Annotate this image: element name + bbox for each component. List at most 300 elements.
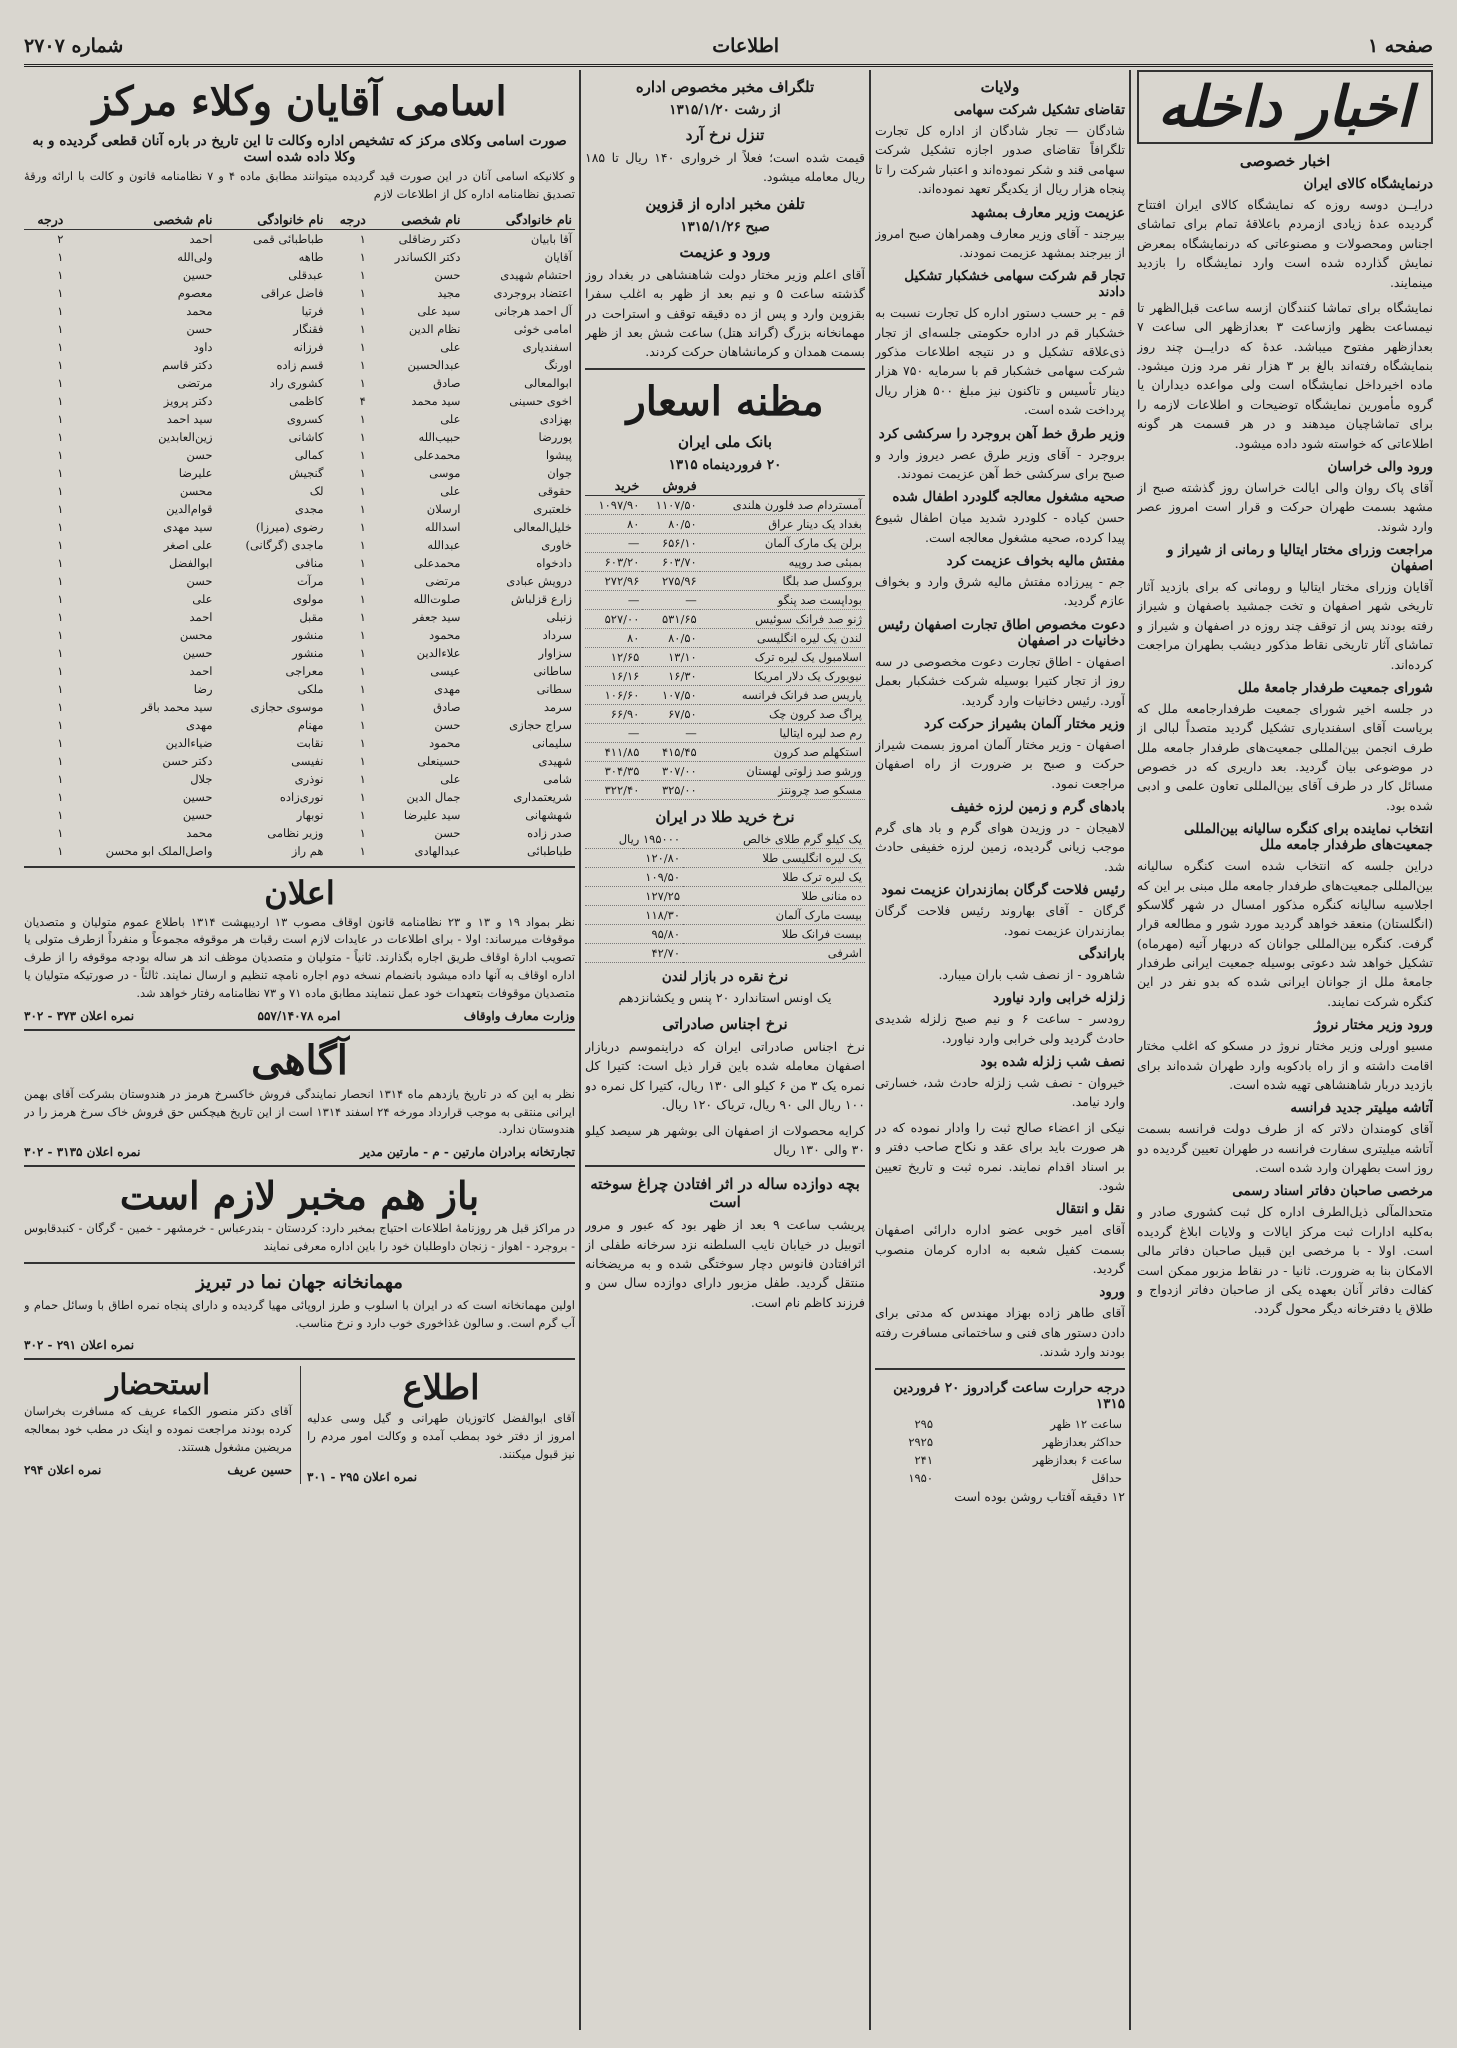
- table-cell: محمود: [429, 627, 461, 642]
- rate-sell: ۶۵۶/۱۰: [642, 533, 699, 552]
- table-cell: مرتضی: [177, 375, 213, 390]
- news-body: اصفهان - اطاق تجارت دعوت مخصوصی در سه روز از تجار کتیرا بوسیله شرکت خشکبار بعمل آورد. رئیس دخانیات وارد گردید.: [875, 653, 1125, 708]
- table-cell: ۱: [359, 483, 366, 498]
- reporter-body: در مراکز قبل هر روزنامهٔ اطلاعات احتیاج بمخبر دارد: کردستان - بندرعباس - خرمشهر - خمین - گرگان - کنبدقابوس - بروجرد - اهواز - زنجان داوطلبان خود را باین اداره معرفی نمایند: [24, 1221, 575, 1253]
- table-cell: سراج حجازی: [509, 717, 572, 732]
- temperature-row: [875, 1469, 1125, 1487]
- news-headline: عزیمت وزیر معارف بمشهد: [971, 204, 1125, 221]
- news-body: نیکی از اعضاء صالح ثبت را وادار نموده که در هر صورت باید برای عقد و نکاح صاحب دفتر و بر اسناد اقدام نمایند. نمره ثبت و تاریخ تعیین شود.: [875, 1119, 1125, 1193]
- istizhar-box: [24, 1366, 292, 1483]
- table-cell: شهیدی: [538, 753, 572, 768]
- news-headline: درنمایشگاه کالای ایران: [1303, 176, 1433, 192]
- news-list: [875, 102, 1125, 1362]
- table-cell: ۱: [359, 501, 366, 516]
- table-row: [24, 590, 575, 608]
- rate-row: [585, 514, 865, 533]
- rate-sell: ۵۳۱/۶۵: [642, 609, 699, 628]
- table-cell: طباطبائی قمی: [253, 231, 324, 246]
- table-cell: ۲: [57, 231, 64, 246]
- news-headline: صحیه مشغول معالجه گلودرد اطفال شده: [892, 489, 1125, 506]
- news-headline: نقل و انتقال: [1055, 1201, 1125, 1218]
- istizhar-footer: [24, 1463, 292, 1477]
- column-internal-news: [1137, 70, 1433, 1325]
- table-cell: ۱: [359, 789, 366, 804]
- agahi-body: نظر به این که در تاریخ یازدهم ماه ۱۳۱۴ انحصار نمایندگی فروش خاکسرخ هرمز در هندوستان بشرکت آقای بهمن ایرانی منتقی به موجب قرارداد مورخه ۲۴ اسفند ۱۳۱۴ است از این تاریخ هیچکس حق فروش خاک سرخ هرمز را در هندوستان ندارد.: [24, 1086, 575, 1137]
- news-body: اصفهان - وزیر مختار آلمان امروز بسمت شیراز حرکت و صبح بر ضرورت از راه اصفهان مراجعت نمود.: [875, 736, 1125, 791]
- table-cell: ۱: [57, 375, 64, 390]
- table-cell: علی: [192, 591, 213, 606]
- rate-buy: ۴۱۱/۸۵: [585, 742, 642, 761]
- table-cell: ۱: [359, 465, 366, 480]
- rate-sell: ۱۳/۱۰: [642, 647, 699, 666]
- table-cell: عبدالله: [427, 537, 461, 552]
- table-cell: آقایان: [544, 249, 572, 264]
- table-row: [24, 626, 575, 644]
- exchange-rates-table: [585, 476, 865, 800]
- table-row: [24, 572, 575, 590]
- table-cell: سلیمانی: [532, 735, 572, 750]
- rate-currency: پراگ صد کرون چک: [700, 704, 865, 723]
- gold-name: یک کیلو گرم طلای خالص: [683, 830, 865, 849]
- gold-title: نرخ خرید طلا در ایران: [655, 807, 795, 826]
- table-row: [24, 536, 575, 554]
- table-cell: ۱: [359, 663, 366, 678]
- table-cell: جوان: [547, 465, 572, 480]
- table-cell: پیشوا: [545, 447, 572, 462]
- names-header-cell: درجه: [24, 210, 66, 230]
- dateline: صبح ۱۳۱۵/۱/۲۶: [680, 218, 770, 235]
- table-cell: پوررضا: [538, 429, 572, 444]
- news-body: قم - بر حسب دستور اداره کل تجارت نسبت به خشکبار قم در اداره حکومتی جلسه‌ای از تجار ذی‌علاقه تشکیل و در نتیجه اطلاعات مذکور شرکت سهامی خشکبار قم با سرمایه ۷۵۰ هزار دینار تأسیس و تاکنون نیز مبلغ ۵۰۰ هزار ریال پرداخت شده است.: [875, 305, 1125, 418]
- table-row: [24, 770, 575, 788]
- table-row: [24, 716, 575, 734]
- table-cell: مرآت: [296, 573, 324, 588]
- table-cell: عبدالحسین: [407, 357, 461, 372]
- table-cell: گنجیش: [288, 465, 324, 480]
- table-cell: کاشانی: [288, 429, 324, 444]
- rates-header-currency: [700, 476, 865, 496]
- table-cell: منشور: [292, 627, 324, 642]
- rate-currency: بوداپست صد پنگو: [700, 590, 865, 609]
- table-cell: ۱: [359, 573, 366, 588]
- istizhar-title: استحضار: [105, 1368, 211, 1402]
- rate-buy: ۳۲۲/۴۰: [585, 780, 642, 799]
- notice-ad-number: نمره اعلان ۳۷۳ - ۳۰۲: [24, 1008, 135, 1023]
- lawyers-table: [24, 210, 575, 860]
- rate-currency: لندن یک لیره انگلیسی: [700, 628, 865, 647]
- table-cell: حسن: [434, 825, 461, 840]
- news-headline: مرخصی صاحبان دفاتر اسناد رسمی: [1232, 1183, 1433, 1200]
- gold-name: بیست فرانک طلا: [683, 924, 865, 943]
- temperature-row: [875, 1451, 1125, 1469]
- table-cell: امامی خوئی: [513, 321, 572, 336]
- table-cell: خاوری: [541, 537, 572, 552]
- gold-name: یک لیره انگلیسی طلا: [683, 848, 865, 867]
- table-cell: ساطانی: [533, 663, 572, 678]
- news-headline: ورود وزیر مختار نروژ: [1314, 1017, 1433, 1034]
- table-cell: ماجدی (گرگانی): [245, 537, 324, 552]
- table-cell: کمالی: [294, 447, 324, 462]
- rate-currency: پاریس صد فرانک فرانسه: [700, 685, 865, 704]
- news-headline: تجار قم شرکت سهامی خشکبار تشکیل دادند: [904, 268, 1125, 301]
- hotel-title: مهمانخانه جهان نما در تبریز: [196, 1271, 403, 1293]
- table-cell: حسین: [182, 267, 213, 282]
- table-cell: درویش عبادی: [506, 573, 572, 588]
- table-cell: واصل‌الملک ابو محسن: [105, 843, 213, 858]
- table-cell: فاضل عراقی: [260, 285, 324, 300]
- table-cell: کسروی: [286, 411, 324, 426]
- table-cell: دکتر الکساندر: [394, 249, 461, 264]
- table-row: [24, 356, 575, 374]
- table-cell: ۱: [359, 699, 366, 714]
- table-row: [24, 302, 575, 320]
- table-cell: اسفندیاری: [522, 339, 572, 354]
- rate-row: [585, 685, 865, 704]
- table-cell: ۱: [57, 717, 64, 732]
- table-cell: ۱: [359, 411, 366, 426]
- table-row: [24, 518, 575, 536]
- news-headline: مفتش مالیه بخواف عزیمت کرد: [946, 553, 1125, 569]
- table-cell: مهدی: [186, 717, 213, 732]
- table-row: [24, 554, 575, 572]
- rate-currency: اسلامبول یک لیره ترک: [700, 647, 865, 666]
- table-row: [24, 788, 575, 806]
- table-cell: سزاوار: [538, 645, 572, 660]
- rate-sell: ۳۰۷/۰۰: [642, 761, 699, 780]
- table-cell: شریعتمداری: [513, 789, 572, 804]
- table-cell: مهنام: [297, 717, 324, 732]
- rate-row: [585, 609, 865, 628]
- rate-row: [585, 704, 865, 723]
- rate-buy: ۱۶/۱۶: [585, 666, 642, 685]
- rate-buy: ۸۰: [585, 514, 642, 533]
- table-cell: رضوی (میرزا): [255, 519, 324, 534]
- table-cell: مجدی: [294, 501, 324, 516]
- silver-body: یک اونس استاندارد ۲۰ پنس و یکشانزدهم: [618, 989, 832, 1005]
- table-cell: ۱: [359, 717, 366, 732]
- table-cell: ۱: [57, 609, 64, 624]
- temperature-note: ۱۲ دقیقه آفتاب روشن بوده است: [954, 1488, 1125, 1504]
- table-cell: موسوی حجازی: [250, 699, 324, 714]
- table-cell: فرزانه: [293, 339, 324, 354]
- table-cell: صادق: [433, 699, 461, 714]
- table-cell: عیسی: [430, 663, 461, 678]
- table-row: [24, 608, 575, 626]
- table-cell: ۱: [359, 753, 366, 768]
- table-cell: ۱: [359, 519, 366, 534]
- rate-buy: ۶۰۳/۲۰: [585, 552, 642, 571]
- names-header-row: [24, 210, 575, 230]
- table-cell: محسن: [179, 627, 213, 642]
- notice2-number: نمره اعلان ۲۹۵ - ۳۰۱: [307, 1469, 418, 1484]
- news-body: شاهرود - از نصف شب باران میبارد.: [938, 966, 1125, 982]
- news-headline: آتاشه میلیتر جدید فرانسه: [1290, 1100, 1433, 1117]
- table-cell: اخوی حسینی: [509, 393, 572, 408]
- news-list: [1137, 176, 1433, 1319]
- paper-name: اطلاعات: [712, 35, 780, 57]
- rate-currency: ورشو صد زلوتی لهستان: [700, 761, 865, 780]
- table-cell: فرتیا: [301, 303, 324, 318]
- gold-value: ۱۲۷/۲۵: [585, 886, 683, 905]
- table-cell: ۱: [359, 447, 366, 462]
- news-body: شادگان — تجار شادگان از اداره کل تجارت تلگرافاً تقاضای صدور اجازه تشکیل شرکت سهامی قند و شکر نموده‌اند و اعتبار شرکت را تا پنجاه هزار ریال از یکدیگر تعهد نموده‌اند.: [875, 123, 1125, 197]
- table-cell: مقبل: [299, 609, 324, 624]
- temperature-value: ۲۹۲۵: [908, 1434, 934, 1449]
- table-cell: شامی: [543, 771, 572, 786]
- temperature-label: ساعت ۱۲ ظهر: [1050, 1416, 1122, 1431]
- rate-currency: برلن یک مارک آلمان: [700, 533, 865, 552]
- table-row: [24, 806, 575, 824]
- table-cell: ۱: [57, 735, 64, 750]
- news-headline: زلزله خرابی وارد نیاورد: [993, 990, 1125, 1007]
- hotel-body: اولین مهمانخانه است که در ایران با اسلوب و طرز اروپائی مهیا گردیده و دارای پنجاه نمره اطاق با وسائل حمام و آب گرم است. و سالون غذاخوری خوب دارد و نرخ مناسب.: [24, 1297, 575, 1330]
- table-row: [24, 392, 575, 410]
- table-cell: ۱: [57, 537, 64, 552]
- notice2-box: [300, 1366, 575, 1483]
- names-header-cell: نام شخصی: [369, 210, 464, 230]
- notice-title: اعلان: [264, 873, 335, 912]
- table-cell: ۱: [57, 285, 64, 300]
- table-cell: ۴: [359, 393, 366, 408]
- gold-row: [585, 848, 865, 867]
- table-cell: ۱: [359, 591, 366, 606]
- rate-buy: ۱۰۶/۶۰: [585, 685, 642, 704]
- table-row: [24, 842, 575, 860]
- table-cell: حسین: [182, 807, 213, 822]
- section-title: اخبار خصوصی: [1239, 152, 1331, 170]
- temperature-label: ساعت ۶ بعدازظهر: [1032, 1452, 1122, 1467]
- hotel-number: نمره اعلان ۲۹۱ - ۳۰۲: [24, 1338, 135, 1353]
- news-body: جم - پیرزاده مفتش مالیه شرق وارد و بخواف عازم گردید.: [875, 574, 1125, 609]
- table-row: [24, 500, 575, 518]
- table-cell: حسن: [186, 321, 213, 336]
- table-row: [24, 734, 575, 752]
- table-cell: ابوالمعالی: [524, 375, 572, 390]
- news-headline: انتخاب نماینده برای کنگره سالیانه بین‌المللی جمعیت‌های طرفدار جامعه ملل: [1184, 821, 1433, 854]
- rate-sell: ۴۱۵/۴۵: [642, 742, 699, 761]
- news-body: بیرجند - آقای وزیر معارف وهمراهان صبح امروز از بیرجند بمشهد عزیمت نمودند.: [875, 225, 1125, 260]
- gold-row: [585, 943, 865, 962]
- gold-value: ۱۲۰/۸۰: [585, 848, 683, 867]
- rate-buy: ۵۲۷/۰۰: [585, 609, 642, 628]
- table-cell: کاظمی: [289, 393, 324, 408]
- rate-sell: ۲۷۵/۹۶: [642, 571, 699, 590]
- temperature-value: ۱۹۵۰: [908, 1470, 934, 1485]
- notice-number: امره ۵۵۷/۱۴۰۷۸: [257, 1008, 341, 1023]
- table-cell: ۱: [57, 447, 64, 462]
- table-cell: داود: [193, 339, 213, 354]
- table-row: [24, 824, 575, 842]
- table-row: [24, 338, 575, 356]
- table-cell: ۱: [359, 267, 366, 282]
- temperature-label: حداقل: [1091, 1470, 1122, 1485]
- news-body: آقایان وزرای مختار ایتالیا و رومانی که برای بازدید آثار تاریخی شهر اصفهان و تخت جمشید باصفهان و شیراز رفته بودند پس از توقف چند روزه در اصفهان و شیراز و تماشای آثار تاریخی نقاط مذکور دیشب بطهران مراجعت کرده‌اند.: [1137, 579, 1433, 672]
- table-row: [24, 428, 575, 446]
- table-row: [24, 229, 575, 248]
- news-headline: بادهای گرم و زمین لرزه خفیف: [950, 799, 1125, 815]
- table-cell: جلال: [190, 771, 213, 786]
- table-cell: ۱: [57, 483, 64, 498]
- table-cell: جمال الدین: [406, 789, 461, 804]
- rate-row: [585, 571, 865, 590]
- rate-sell: —: [642, 723, 699, 742]
- table-cell: سید محمد: [411, 393, 461, 408]
- rates-header-row: [585, 476, 865, 496]
- rate-row: [585, 590, 865, 609]
- news-headline: مراجعت وزرای مختار ایتالیا و رمانی از شیراز و اصفهان: [1167, 542, 1433, 574]
- headline: تنزل نرخ آرد: [685, 126, 765, 144]
- table-cell: ۱: [359, 285, 366, 300]
- news-headline: شورای جمعیت طرفدار جامعهٔ ملل: [1237, 679, 1433, 696]
- news-headline: ورود والی خراسان: [1327, 458, 1433, 475]
- news-headline: وزیر مختار آلمان بشیراز حرکت کرد: [923, 715, 1125, 732]
- istizhar-number: نمره اعلان ۲۹۴: [24, 1462, 102, 1477]
- table-cell: ۱: [57, 771, 64, 786]
- gold-value: ۱۰۹/۵۰: [585, 867, 683, 886]
- rate-sell: —: [642, 590, 699, 609]
- table-cell: حسینعلی: [417, 753, 461, 768]
- gold-name: بیست مارک آلمان: [683, 905, 865, 924]
- table-cell: ۱: [57, 753, 64, 768]
- names-header-cell: نام خانوادگی: [216, 210, 327, 230]
- table-cell: سرداد: [542, 627, 572, 642]
- temperature-row: [875, 1433, 1125, 1451]
- table-cell: سید مهدی: [163, 519, 213, 534]
- table-cell: علی اصغر: [163, 537, 213, 552]
- table-cell: دکتر رضاقلی: [398, 231, 461, 246]
- rate-row: [585, 666, 865, 685]
- table-cell: نفیسی: [291, 753, 324, 768]
- table-cell: حسن: [434, 267, 461, 282]
- headline: ورود و عزیمت: [679, 242, 771, 261]
- table-cell: معراجی: [285, 663, 324, 678]
- temperature-box: [875, 1368, 1125, 1506]
- column-divider: [579, 70, 581, 2030]
- table-cell: حبیب‌الله: [418, 429, 461, 444]
- table-cell: حسین: [182, 645, 213, 660]
- news-body: آقای پاک روان والی ایالت خراسان روز گذشته صبح از مشهد بسمت طهران حرکت و قرار است امروز عصر وارد شوند.: [1137, 479, 1433, 534]
- news-body: نمایشگاه برای تماشا کنندگان ازسه ساعت قبل‌الظهر تا نیمساعت بظهر وازساعت ۳ بعدازظهر الی ساعت ۷ بعدازظهر مفتوح میباشد. عدهٔ که درایــن چند روز بنمایشگاه رفته‌اند بالغ بر ۳ هزار نفر مرد وزن میشود. ماده اخیرداخل نمایشگاه است ولی مواعده دیداران یا گروه مأمورین نمایشگاه توضیحات و اطلاعات لازمه را برای تماشاچیان میدهند و در هر قسمت هر گونه اطلاعاتی که خواسته شود داده میشود.: [1137, 299, 1433, 451]
- table-cell: ۱: [359, 429, 366, 444]
- article-body: قیمت شده است؛ فعلاً ار خرواری ۱۴۰ ریال تا ۱۸۵ ریال معامله میشود.: [585, 150, 865, 185]
- gold-name: ده منانی طلا: [683, 886, 865, 905]
- table-cell: علیرضا: [178, 465, 213, 480]
- rate-buy: ۸۰: [585, 628, 642, 647]
- table-cell: عبدالهادی: [414, 843, 461, 858]
- table-cell: حقوقی: [538, 483, 572, 498]
- table-cell: ۱: [57, 303, 64, 318]
- rate-buy: ۱۲/۶۵: [585, 647, 642, 666]
- table-cell: ۱: [57, 663, 64, 678]
- table-cell: ملکی: [297, 681, 324, 696]
- rate-currency: رم صد لیره ایتالیا: [700, 723, 865, 742]
- table-cell: ۱: [359, 627, 366, 642]
- notice-footer: [24, 1009, 575, 1023]
- rates-header-buy: خرید: [585, 476, 642, 496]
- table-cell: ۱: [57, 843, 64, 858]
- rate-currency: بمبئی صد روپیه: [700, 552, 865, 571]
- table-cell: ضیاءالدین: [165, 735, 213, 750]
- table-cell: علی: [440, 771, 461, 786]
- table-cell: ۱: [359, 537, 366, 552]
- table-cell: ۱: [359, 339, 366, 354]
- notice-signature: وزارت معارف واوقاف: [463, 1008, 575, 1023]
- masthead: اخبار داخله: [1137, 70, 1433, 144]
- table-cell: احمد: [189, 663, 213, 678]
- table-cell: نوبهار: [296, 807, 324, 822]
- table-cell: مجید: [437, 285, 461, 300]
- rate-row: [585, 495, 865, 514]
- news-headline: نصف شب زلزله شده بود: [980, 1054, 1125, 1070]
- table-cell: فقنگار: [293, 321, 324, 336]
- rate-row: [585, 552, 865, 571]
- table-cell: زنبلی: [546, 609, 572, 624]
- export-body: نرخ اجناس صادراتی ایران که دراینموسم دربازار اصفهان معامله شده باین قرار ذیل است: کتیرا کل نمره یک ۳ من ۶ کیلو الی ۱۳۰ ریال، کتیرا کل نمره دو ۱۰۰ ریال الی ۹۰ ریال، تریاک ۱۲۰ ریال.: [585, 1039, 865, 1113]
- table-cell: سطانی: [536, 681, 572, 696]
- column-announcements: [24, 70, 575, 1484]
- table-cell: ۱: [359, 681, 366, 696]
- temperature-label: حداکثر بعدازظهر: [1042, 1434, 1122, 1449]
- table-cell: احمد: [189, 231, 213, 246]
- table-row: [24, 248, 575, 266]
- table-cell: عبدقلی: [288, 267, 324, 282]
- table-cell: ۱: [359, 375, 366, 390]
- table-cell: ۱: [57, 825, 64, 840]
- gold-value: ۱۹۵۰۰۰ ریال: [585, 830, 683, 849]
- rate-buy: ۶۶/۹۰: [585, 704, 642, 723]
- rate-currency: ژنو صد فرانک سوئیس: [700, 609, 865, 628]
- notice2-title: اطلاع: [402, 1368, 480, 1409]
- child-headline: بچه دوازده ساله در اثر افتادن چراغ سوخته است: [590, 1175, 860, 1212]
- gold-name: اشرفی: [683, 943, 865, 962]
- table-cell: ۱: [359, 807, 366, 822]
- news-body: گرگان - آقای بهاروند رئیس فلاحت گرگان بمازندران عزیمت نمود.: [875, 903, 1125, 938]
- table-cell: حسن: [434, 717, 461, 732]
- table-cell: ۱: [57, 519, 64, 534]
- rate-sell: ۱۰۷/۵۰: [642, 685, 699, 704]
- table-cell: ۱: [57, 411, 64, 426]
- table-cell: طباطبائی: [526, 843, 572, 858]
- news-body: خیروان - نصف شب زلزله حادث شد، خسارتی وارد نیامد.: [875, 1075, 1125, 1110]
- news-body: دراین جلسه که انتخاب شده است کنگره سالیانه بین‌المللی جمعیت‌های طرفدار جامعه ملل مبنی بر این که اجلاسیه سالیانه کنگره مذکور امسال در شهر گلاسکو (انگلستان) منعقد خواهد گردید مورد شور و مطالعه قرار گرفت. کنگره بین‌المللی جوانان که دربهار آتیه (مهرماه) تشکیل خواهد شد دعوتی بوسیله جمعیت ایرانی طرفدار جامعهٔ ملل از جوانان ایرانی شده که بدو نفر در این کنگره شرکت نمایند.: [1137, 858, 1433, 1009]
- table-cell: هم راز: [291, 843, 324, 858]
- notice-body: نظر بمواد ۱۹ و ۱۳ و ۲۳ نظامنامه قانون اوقاف مصوب ۱۳ اردیبهشت ۱۳۱۴ باطلاع عموم متولیان و متصدیان موقوفات میرساند: اولا - برای اطلاعات در عایدات لازم است رقبات هر موقوفه مجموعاً و منفرداً ازطرف متولی یا تصویب ادارهٔ اوقاف طریق اجاره بگذارند. ثانیاً - متولیان و متصدیان موظف اند هر ساله بودجه موقوفه را از طرف اداره اوقاف به آنها داده میشود بانضمام نسخه دوم اجاره نامچه تنظیم و ارسال نمایند. ثالثاً - در صورتیکه متولیان یا متصدیان موقوفات بتعهدات خود عمل ننمایند مطابق ماده ۷۱ و ۷۳ نظامنامه رفتار خواهد شد.: [24, 914, 575, 1000]
- table-cell: نوذری: [294, 771, 324, 786]
- table-cell: ۱: [57, 339, 64, 354]
- export-note: کرایه محصولات از اصفهان الی بوشهر هر سیصد کیلو ۳۰ والی ۱۳۰ ریال: [585, 1122, 865, 1157]
- table-row: [24, 662, 575, 680]
- table-cell: نقابت: [296, 735, 324, 750]
- table-cell: محمد: [186, 303, 213, 318]
- table-cell: محسن: [179, 483, 213, 498]
- dateline: از رشت ۱۳۱۵/۱/۲۰: [669, 102, 781, 118]
- table-cell: ۱: [359, 231, 366, 246]
- table-cell: شهشهانی: [525, 807, 572, 822]
- rate-sell: ۸۰/۵۰: [642, 514, 699, 533]
- rate-row: [585, 647, 865, 666]
- table-cell: زین‌العابدین: [158, 429, 213, 444]
- names-note: و کلانیکه اسامی آنان در این صورت قید گردیده میتوانند مطابق ماده ۴ و ۷ نظامنامه قانون و کالت با ارائه ورقهٔ تصدیق نظامنامه اداره کل از اطلاعات لازم: [24, 169, 575, 201]
- agahi-title: آگاهی: [251, 1036, 348, 1084]
- rate-sell: ۶۰۳/۷۰: [642, 552, 699, 571]
- table-cell: ۱: [57, 465, 64, 480]
- export-title: نرخ اجناس صادراتی: [662, 1015, 788, 1033]
- telegram-heading: تلگراف مخبر مخصوص اداره: [635, 78, 815, 96]
- table-cell: حسن: [186, 573, 213, 588]
- news-headline: وزیر طرق خط آهن بروجرد را سرکشی کرد: [878, 425, 1125, 442]
- table-cell: ۱: [359, 321, 366, 336]
- rate-currency: آمستردام صد فلورن هلندی: [700, 495, 865, 514]
